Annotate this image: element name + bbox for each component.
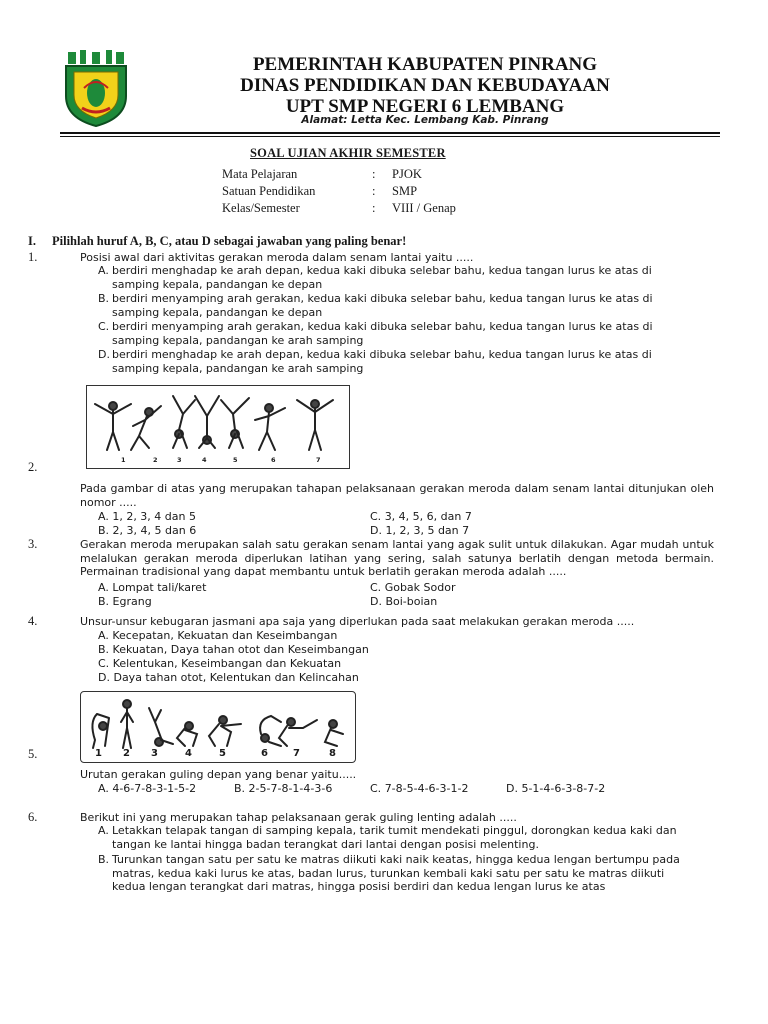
question-text: Urutan gerakan guling depan yang benar yaitu..... xyxy=(80,768,357,781)
question-number: 5. xyxy=(28,747,38,761)
option-text: berdiri menghadap ke arah depan, kedua kaki dibuka selebar bahu, kedua tangan lurus ke atas di xyxy=(112,348,652,361)
option-text: Egrang xyxy=(112,595,152,608)
option-text: Kekuatan, Daya tahan otot dan Keseimbangan xyxy=(112,643,369,656)
answer-option xyxy=(98,782,196,796)
option-text: Kelentukan, Keseimbangan dan Kekuatan xyxy=(112,657,342,670)
meta-value: PJOK xyxy=(392,167,422,181)
answer-option xyxy=(370,510,472,524)
answer-option xyxy=(98,853,708,894)
question-text: Posisi awal dari aktivitas gerakan meroda dalam senam lantai yaitu ..... xyxy=(80,251,474,264)
option-text-continued: samping kepala, pandangan ke depan xyxy=(112,305,323,319)
option-text: 2, 3, 4, 5 dan 6 xyxy=(112,524,197,537)
figure-label: 6 xyxy=(261,748,268,759)
answer-option xyxy=(98,320,708,347)
option-key: D. xyxy=(370,524,382,537)
answer-option xyxy=(98,348,708,375)
option-key: A. xyxy=(98,510,109,523)
question-text: Gerakan meroda merupakan salah satu gerakan senam lantai yang agak sulit untuk dilakukan. Agar mudah untuk melalukan gerakan meroda diperlukan latihan yang sering, salah satunya berlatih dengan metoda bermain. Permainan tradisional yang dapat membantu untuk berlatih gerakan meroda adalah ..... xyxy=(80,538,714,578)
option-key: A. xyxy=(98,264,109,277)
option-text: 2-5-7-8-1-4-3-6 xyxy=(248,782,333,795)
question-text: Berikut ini yang merupakan tahap pelaksanaan gerak guling lenting adalah ..... xyxy=(80,811,517,824)
figure-label: 8 xyxy=(329,748,336,759)
figure-label: 2 xyxy=(153,456,158,464)
meta-label: Kelas/Semester xyxy=(222,201,300,215)
meta-value: SMP xyxy=(392,184,418,198)
meta-label: Satuan Pendidikan xyxy=(222,184,316,198)
option-key: C. xyxy=(370,510,382,523)
figure-label: 1 xyxy=(95,748,102,759)
question-number: 2. xyxy=(28,460,38,474)
question-number: 6. xyxy=(28,810,38,824)
question-text: Unsur-unsur kebugaran jasmani apa saja yang diperlukan pada saat melakukan gerakan meroda ..... xyxy=(80,615,635,628)
option-key: C. xyxy=(370,782,382,795)
forward-roll-sequence-figure xyxy=(80,691,356,763)
section-number: I. xyxy=(28,234,36,248)
option-text: 5-1-4-6-3-8-7-2 xyxy=(521,782,606,795)
option-text: Turunkan tangan satu per satu ke matras diikuti kaki naik keatas, hingga kedua lengan bertumpu pada xyxy=(112,853,680,866)
figure-label: 5 xyxy=(219,748,226,759)
header-address: Alamat: Letta Kec. Lembang Kab. Pinrang xyxy=(301,114,549,126)
option-text: berdiri menyamping arah gerakan, kedua kaki dibuka selebar bahu, kedua tangan lurus ke atas di xyxy=(112,320,653,333)
section-instruction xyxy=(28,234,406,249)
figure-label: 1 xyxy=(121,456,126,464)
figure-label: 4 xyxy=(185,748,192,759)
answer-option xyxy=(98,581,206,595)
meta-value: VIII / Genap xyxy=(392,201,456,215)
header-line-1: PEMERINTAH KABUPATEN PINRANG xyxy=(252,54,598,75)
meta-colon: : xyxy=(372,167,376,181)
pinrang-regency-crest-icon xyxy=(60,48,132,128)
meta-colon: : xyxy=(372,184,376,198)
option-key: B. xyxy=(98,643,110,656)
option-text: Letakkan telapak tangan di samping kepala, tarik tumit mendekati pinggul, dorongkan kedua kaki dan xyxy=(112,824,677,837)
option-text: Lompat tali/karet xyxy=(112,581,207,594)
answer-option xyxy=(370,595,437,609)
option-key: A. xyxy=(98,629,109,642)
option-key: B. xyxy=(234,782,246,795)
question-number: 4. xyxy=(28,614,38,628)
figure-label: 6 xyxy=(271,456,276,464)
answer-option xyxy=(234,782,332,796)
option-text-continued: samping kepala, pandangan ke depan xyxy=(112,277,323,291)
option-text-continued: samping kepala, pandangan ke arah samping xyxy=(112,333,364,347)
answer-option xyxy=(98,629,337,643)
option-key: A. xyxy=(98,581,109,594)
question-number: 1. xyxy=(28,250,38,264)
answer-option xyxy=(370,581,455,595)
answer-option xyxy=(98,524,196,538)
option-key: B. xyxy=(98,524,110,537)
option-key: C. xyxy=(370,581,382,594)
option-key: D. xyxy=(370,595,382,608)
answer-option xyxy=(98,510,196,524)
answer-option xyxy=(370,524,469,538)
option-key: D. xyxy=(506,782,518,795)
question-number: 3. xyxy=(28,537,38,551)
header-divider-thick xyxy=(60,132,720,134)
option-key: A. xyxy=(98,824,109,837)
figure-label: 5 xyxy=(233,456,238,464)
figure-label: 2 xyxy=(123,748,130,759)
option-key: C. xyxy=(98,657,110,670)
option-text: Gobak Sodor xyxy=(384,581,456,594)
meta-label: Mata Pelajaran xyxy=(222,167,298,181)
answer-option xyxy=(98,824,708,851)
figure-label: 7 xyxy=(316,456,321,464)
answer-option xyxy=(98,292,708,319)
option-text: 4-6-7-8-3-1-5-2 xyxy=(112,782,197,795)
figure-label: 3 xyxy=(151,748,158,759)
option-text-continued: samping kepala, pandangan ke arah samping xyxy=(112,361,364,375)
answer-option xyxy=(98,264,708,291)
answer-option xyxy=(98,657,341,671)
question-text: Pada gambar di atas yang merupakan tahapan pelaksanaan gerakan meroda dalam senam lantai ditunjukan oleh nomor ..... xyxy=(80,482,714,509)
option-text: 1, 2, 3, 5 dan 7 xyxy=(385,524,470,537)
option-key: B. xyxy=(98,595,110,608)
option-key: D. xyxy=(98,348,110,361)
option-key: B. xyxy=(98,853,110,866)
option-key: D. xyxy=(98,671,110,684)
option-text-continued: tangan ke lantai hingga badan terangkat dari lantai dengan posisi melenting. xyxy=(112,837,539,851)
option-text: Kecepatan, Kekuatan dan Keseimbangan xyxy=(112,629,338,642)
option-key: C. xyxy=(98,320,110,333)
answer-option xyxy=(98,643,369,657)
option-text: berdiri menghadap ke arah depan, kedua kaki dibuka selebar bahu, kedua tangan lurus ke atas di xyxy=(112,264,652,277)
exam-title: SOAL UJIAN AKHIR SEMESTER xyxy=(250,146,446,160)
option-text-continued: kedua lengan terangkat dari matras, hingga posisi berdiri dan kedua lengan lurus ke atas xyxy=(112,880,606,893)
option-key: B. xyxy=(98,292,110,305)
option-text: berdiri menyamping arah gerakan, kedua kaki dibuka selebar bahu, kedua tangan lurus ke atas di xyxy=(112,292,653,305)
answer-option xyxy=(98,595,152,609)
option-text: 3, 4, 5, 6, dan 7 xyxy=(384,510,472,523)
figure-label: 4 xyxy=(202,456,207,464)
option-key: A. xyxy=(98,782,109,795)
section-text: Pilihlah huruf A, B, C, atau D sebagai jawaban yang paling benar! xyxy=(52,234,407,248)
option-text: Daya tahan otot, Kelentukan dan Kelincahan xyxy=(113,671,359,684)
option-text: 7-8-5-4-6-3-1-2 xyxy=(384,782,469,795)
header-divider-thin xyxy=(60,136,720,137)
figure-label: 7 xyxy=(293,748,300,759)
cartwheel-sequence-figure xyxy=(86,385,350,469)
option-text: 1, 2, 3, 4 dan 5 xyxy=(112,510,196,523)
figure-label: 3 xyxy=(177,456,182,464)
answer-option xyxy=(98,671,359,685)
header-line-3: UPT SMP NEGERI 6 LEMBANG xyxy=(285,96,565,117)
answer-option xyxy=(370,782,468,796)
header-line-2: DINAS PENDIDIKAN DAN KEBUDAYAAN xyxy=(240,75,610,96)
answer-option xyxy=(506,782,605,796)
option-text: Boi-boian xyxy=(385,595,438,608)
option-text-continued: matras, kedua kaki lurus ke atas, badan lurus, turunkan kembali kaki satu per satu ke matras diikuti xyxy=(112,866,665,880)
meta-colon: : xyxy=(372,201,376,215)
